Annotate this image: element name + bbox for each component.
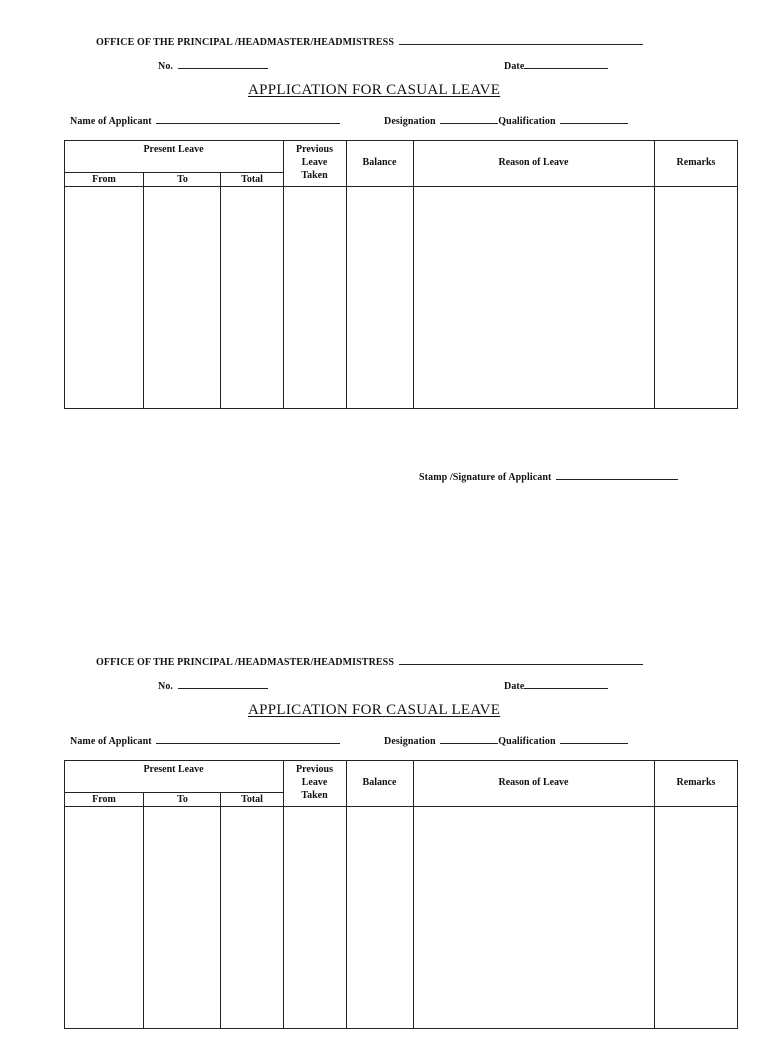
qualification-blank[interactable]: [560, 114, 628, 124]
balance-header: Balance: [362, 777, 397, 788]
name-blank[interactable]: [156, 734, 340, 744]
qualification-label: Qualification: [498, 116, 556, 127]
name-line: [70, 114, 340, 127]
no-line: [158, 59, 268, 72]
qualification-blank[interactable]: [560, 734, 628, 744]
reason-header: Reason of Leave: [498, 157, 569, 168]
office-blank[interactable]: [399, 35, 643, 45]
office-line: [96, 35, 643, 48]
designation-label: Designation: [384, 116, 436, 127]
form-title: APPLICATION FOR CASUAL LEAVE: [248, 702, 501, 718]
no-label: No.: [158, 681, 174, 692]
previous-leave-line-1: Previous: [295, 764, 334, 775]
designation-blank[interactable]: [440, 114, 498, 124]
signature-line: [419, 470, 678, 483]
remarks-header: Remarks: [676, 777, 716, 788]
to-header: To: [177, 174, 188, 185]
name-label: Name of Applicant: [70, 736, 152, 747]
office-label: OFFICE OF THE PRINCIPAL /HEADMASTER/HEADMISTRESS: [96, 37, 394, 48]
from-header: From: [92, 794, 116, 805]
date-label: Date: [504, 681, 525, 692]
previous-leave-line-3: Taken: [301, 170, 328, 181]
designation-line: [384, 114, 628, 127]
no-blank[interactable]: [178, 59, 268, 69]
office-label: OFFICE OF THE PRINCIPAL /HEADMASTER/HEADMISTRESS: [96, 657, 394, 668]
present-leave-header: Present Leave: [143, 144, 204, 155]
name-blank[interactable]: [156, 114, 340, 124]
total-header: Total: [241, 794, 263, 805]
date-blank[interactable]: [524, 59, 608, 69]
name-label: Name of Applicant: [70, 116, 152, 127]
previous-leave-line-2: Leave: [301, 777, 328, 788]
date-line: [504, 59, 608, 72]
present-leave-header: Present Leave: [143, 764, 204, 775]
leave-form-2: [0, 620, 768, 1040]
previous-leave-line-1: Previous: [295, 144, 334, 155]
total-header: Total: [241, 174, 263, 185]
qualification-label: Qualification: [498, 736, 556, 747]
designation-label: Designation: [384, 736, 436, 747]
from-header: From: [92, 174, 116, 185]
date-label: Date: [504, 61, 525, 72]
balance-header: Balance: [362, 157, 397, 168]
to-header: To: [177, 794, 188, 805]
no-label: No.: [158, 61, 174, 72]
previous-leave-line-3: Taken: [301, 790, 328, 801]
designation-line: [384, 734, 628, 747]
reason-header: Reason of Leave: [498, 777, 569, 788]
office-line: [96, 655, 643, 668]
date-line: [504, 679, 608, 692]
remarks-header: Remarks: [676, 157, 716, 168]
form-title: APPLICATION FOR CASUAL LEAVE: [248, 82, 501, 98]
leave-form-1: [0, 0, 768, 483]
previous-leave-header: [283, 763, 346, 802]
designation-blank[interactable]: [440, 734, 498, 744]
date-blank[interactable]: [524, 679, 608, 689]
no-line: [158, 679, 268, 692]
name-line: [70, 734, 340, 747]
previous-leave-header: [283, 143, 346, 182]
no-blank[interactable]: [178, 679, 268, 689]
signature-label: Stamp /Signature of Applicant: [419, 472, 552, 483]
previous-leave-line-2: Leave: [301, 157, 328, 168]
signature-blank[interactable]: [556, 470, 678, 480]
office-blank[interactable]: [399, 655, 643, 665]
